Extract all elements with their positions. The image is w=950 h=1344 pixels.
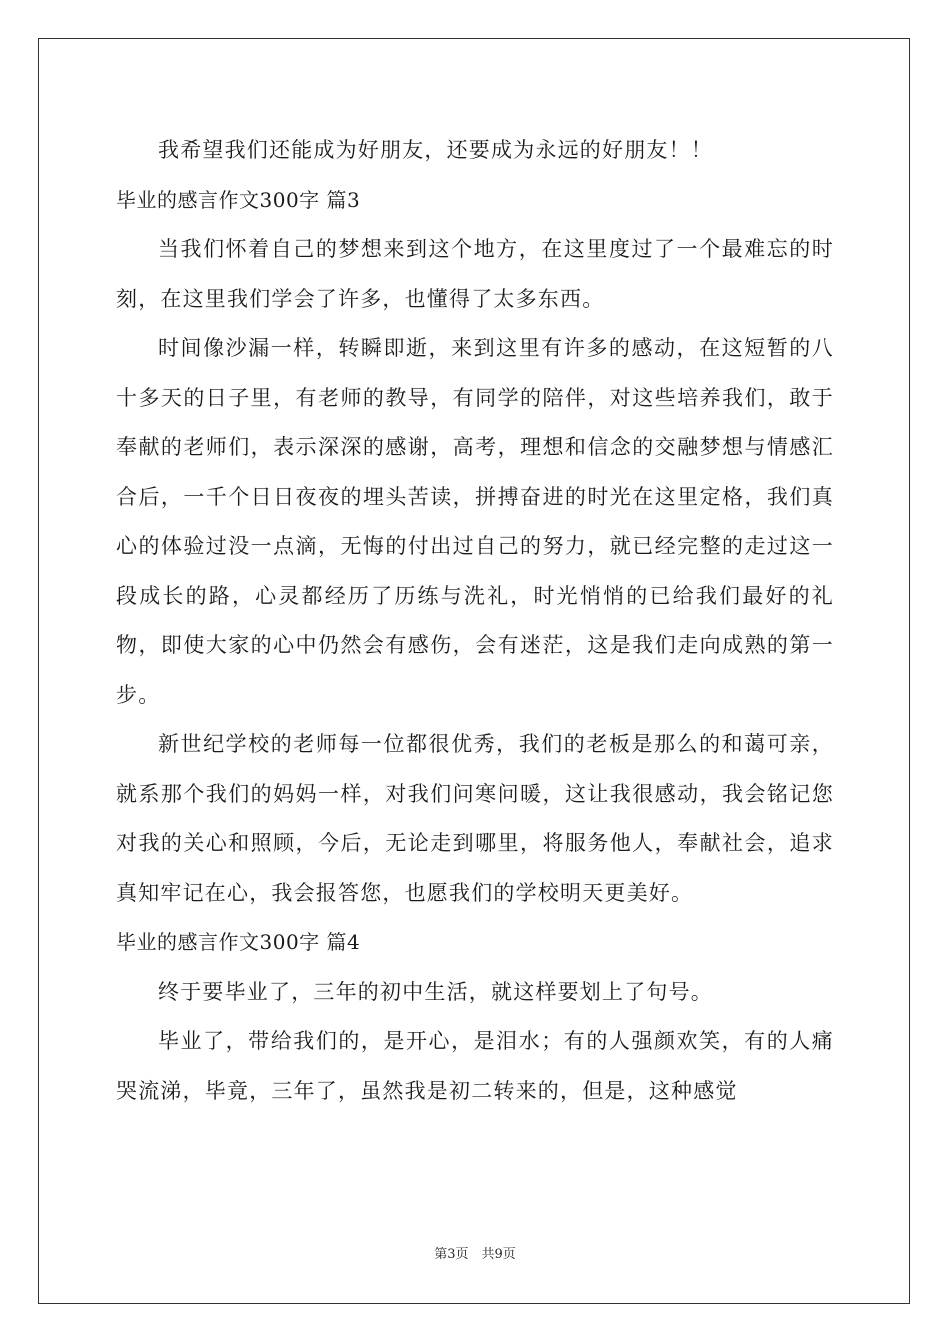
paragraph: 当我们怀着自己的梦想来到这个地方，在这里度过了一个最难忘的时刻，在这里我们学会了许多，也懂得了太多东西。 [116,237,834,311]
paragraph: 终于要毕业了，三年的初中生活，就这样要划上了句号。 [158,979,713,1004]
page-number-footer: 第3页 共9页 [434,1247,516,1262]
document-body [116,126,834,1116]
section-heading: 毕业的感言作文300字 篇3 [116,187,361,212]
paragraph: 毕业了，带给我们的，是开心，是泪水；有的人强颜欢笑，有的人痛哭流涕，毕竟，三年了，虽然我是初二转来的，但是，这种感觉 [116,1029,834,1103]
paragraph: 我希望我们还能成为好朋友，还要成为永远的好朋友！！ [158,138,713,162]
paragraph: 新世纪学校的老师每一位都很优秀，我们的老板是那么的和蔼可亲，就系那个我们的妈妈一样，对我们问寒问暖，这让我很感动，我会铭记您对我的关心和照顾，今后，无论走到哪里，将服务他人，奉献社会，追求真知牢记在心，我会报答您，也愿我们的学校明天更美好。 [116,732,834,905]
section-heading: 毕业的感言作文300字 篇4 [116,930,361,954]
paragraph: 时间像沙漏一样，转瞬即逝，来到这里有许多的感动，在这短暂的八十多天的日子里，有老师的教导，有同学的陪伴，对这些培养我们，敢于奉献的老师们，表示深深的感谢，高考，理想和信念的交融梦想与情感汇合后，一千个日日夜夜的埋头苦读，拼搏奋进的时光在这里定格，我们真心的体验过没一点滴，无悔的付出过自己的努力，就已经完整的走过这一段成长的路，心灵都经历了历练与洗礼，时光悄悄的已给我们最好的礼物，即使大家的心中仍然会有感伤，会有迷茫，这是我们走向成熟的第一步。 [116,336,834,707]
